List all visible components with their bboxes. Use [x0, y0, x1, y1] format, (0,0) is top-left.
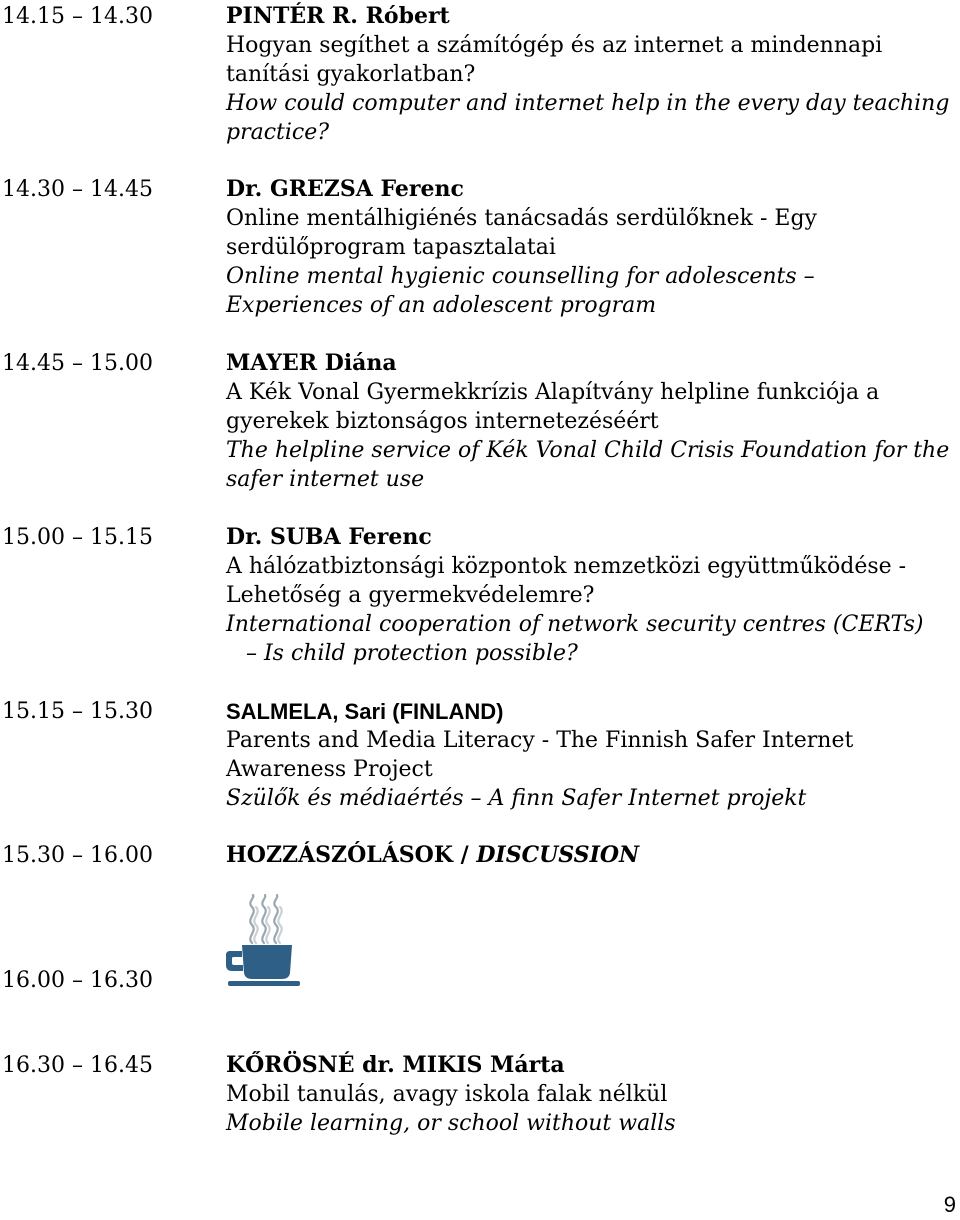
speaker-name: MAYER Diána [226, 350, 397, 376]
talk-title-en: – Is child protection possible? [246, 641, 578, 666]
speaker-name: SALMELA, Sari (FINLAND) [226, 699, 504, 724]
session-content [226, 523, 960, 668]
talk-title-hu: Lehetőség a gyermekvédelemre? [226, 583, 595, 608]
talk-title-en: practice? [226, 120, 330, 145]
speaker-name: KŐRÖSNÉ dr. MIKIS Márta [226, 1052, 565, 1078]
session-content [226, 841, 960, 870]
session-time: 16.30 – 16.45 [2, 1053, 153, 1078]
talk-title-en: International cooperation of network security centres (CERTs) [226, 612, 924, 637]
session-content [226, 2, 960, 147]
talk-title-en: Mobile learning, or school without walls [226, 1111, 676, 1136]
talk-title-hu: Hogyan segíthet a számítógép és az internet a mindennapi [226, 33, 883, 58]
talk-title-hu: A Kék Vonal Gyermekkrízis Alapítvány helpline funkciója a [226, 380, 880, 405]
session-time: 16.00 – 16.30 [2, 968, 153, 993]
speaker-name: PINTÉR R. Róbert [226, 3, 450, 29]
session-time: 14.45 – 15.00 [2, 351, 153, 376]
session-content [226, 697, 960, 813]
session-content [226, 349, 960, 494]
talk-title-hu: gyerekek biztonságos internetezéséért [226, 409, 659, 434]
talk-title-hu: tanítási gyakorlatban? [226, 62, 476, 87]
session-content [226, 175, 960, 320]
session-time: 15.30 – 16.00 [2, 843, 153, 868]
talk-title-en: Online mental hygienic counselling for adolescents – [226, 264, 815, 289]
speaker-name: Dr. SUBA Ferenc [226, 524, 432, 550]
session-content [226, 1051, 960, 1138]
session-time: 15.00 – 15.15 [2, 525, 153, 550]
talk-title-hu: Mobil tanulás, avagy iskola falak nélkül [226, 1082, 668, 1107]
talk-title-en: safer internet use [226, 467, 425, 492]
talk-title-hu: serdülőprogram tapasztalatai [226, 235, 556, 260]
talk-title-hu: Szülők és médiaértés – A finn Safer Internet projekt [226, 786, 807, 811]
talk-title-en: Experiences of an adolescent program [226, 293, 657, 318]
session-time: 14.15 – 14.30 [2, 4, 153, 29]
talk-title-en: Parents and Media Literacy - The Finnish Safer Internet [226, 728, 854, 753]
talk-title-en: How could computer and internet help in the every day teaching [226, 91, 950, 116]
discussion-label-en: DISCUSSION [476, 842, 640, 868]
talk-title-en: Awareness Project [226, 757, 433, 782]
coffee-cup-icon [222, 893, 304, 989]
speaker-name: Dr. GREZSA Ferenc [226, 176, 464, 202]
session-time: 15.15 – 15.30 [2, 699, 153, 724]
discussion-label [226, 841, 960, 870]
talk-title-hu: A hálózatbiztonsági központok nemzetközi együttműködése - [226, 554, 907, 579]
talk-title-en: The helpline service of Kék Vonal Child Crisis Foundation for the [226, 438, 950, 463]
discussion-label-hu: HOZZÁSZÓLÁSOK / [226, 842, 469, 868]
page-number: 9 [943, 1192, 956, 1217]
session-time: 14.30 – 14.45 [2, 177, 153, 202]
talk-title-hu: Online mentálhigiénés tanácsadás serdülőknek - Egy [226, 206, 817, 231]
